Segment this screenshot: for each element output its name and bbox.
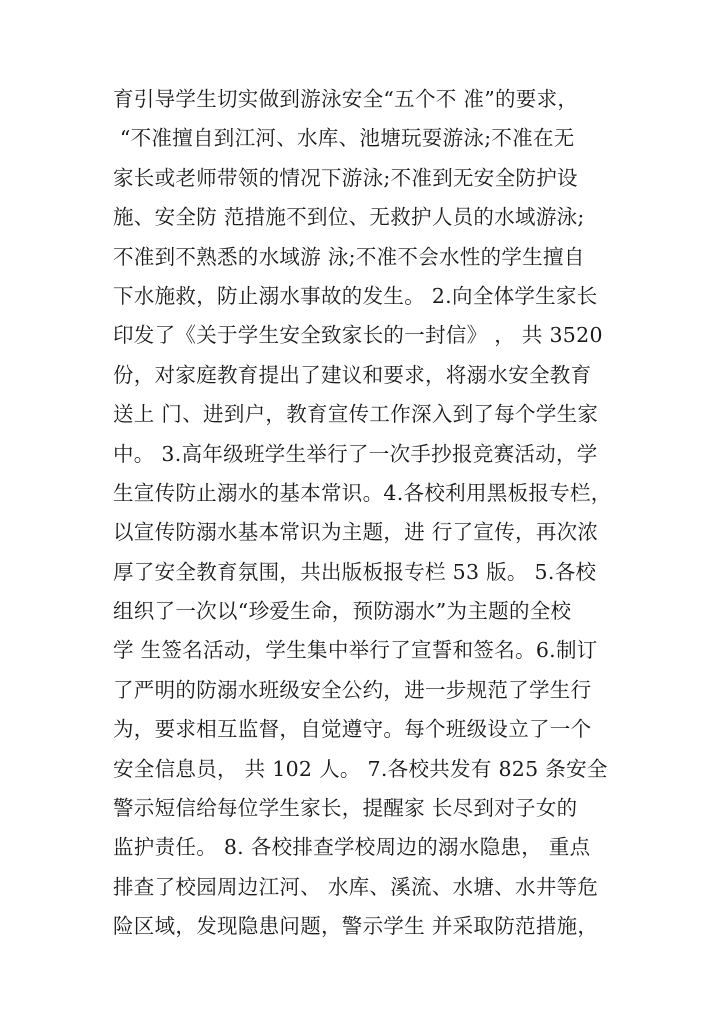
text-line: 家长或老师带领的情况下游泳;不准到无安全防护设 xyxy=(113,165,578,190)
text-line: 警示短信给每位学生家长，提醒家 长尽到对子女的 xyxy=(113,796,578,821)
text-line: 学 生签名活动，学生集中举行了宣誓和签名。6.制订 xyxy=(113,638,598,663)
text-line: 监护责任。 8. 各校排查学校周边的溺水隐患， 重点 xyxy=(113,835,591,860)
text-line: 组织了一次以“珍爱生命，预防溺水”为主题的全校 xyxy=(113,599,572,624)
text-line: 了严明的防溺水班级安全公约，进一步规范了学生行 xyxy=(113,677,592,702)
text-line: 施、安全防 范措施不到位、无救护人员的水域游泳; xyxy=(113,205,585,230)
text-line: 印发了《关于学生安全致家长的一封信》 ， 共 3520 xyxy=(113,323,603,348)
text-line: 以宣传防溺水基本常识为主题，进 行了宣传，再次浓 xyxy=(113,520,599,545)
body-text xyxy=(113,80,633,947)
text-line: 份，对家庭教育提出了建议和要求，将溺水安全教育 xyxy=(113,362,592,387)
text-line: 为，要求相互监督，自觉遵守。每个班级设立了一个 xyxy=(113,717,592,742)
text-line: 下水施救，防止溺水事故的发生。 2.向全体学生家长 xyxy=(113,283,598,308)
text-line: 中。 3.高年级班学生举行了一次手抄报竞赛活动，学 xyxy=(113,441,598,466)
text-line: 险区域，发现隐患问题，警示学生 并采取防范措施， xyxy=(113,914,599,939)
text-line: 不准到不熟悉的水域游 泳;不准不会水性的学生擅自 xyxy=(113,244,585,269)
text-line: 排查了校园周边江河、 水库、溪流、水塘、水井等危 xyxy=(113,874,599,899)
text-line: “不准擅自到江河、水库、池塘玩耍游泳;不准在无 xyxy=(113,126,575,151)
text-line: 育引导学生切实做到游泳安全“五个不 准”的要求， xyxy=(113,87,579,111)
text-line: 送上 门、进到户，教育宣传工作深入到了每个学生家 xyxy=(113,402,599,427)
text-line: 厚了安全教育氛围，共出版板报专栏 53 版。 5.各校 xyxy=(113,559,597,584)
text-line: 生宣传防止溺水的基本常识。4.各校利用黑板报专栏， xyxy=(113,480,612,505)
text-line: 安全信息员， 共 102 人。 7.各校共发有 825 条安全 xyxy=(113,756,608,781)
